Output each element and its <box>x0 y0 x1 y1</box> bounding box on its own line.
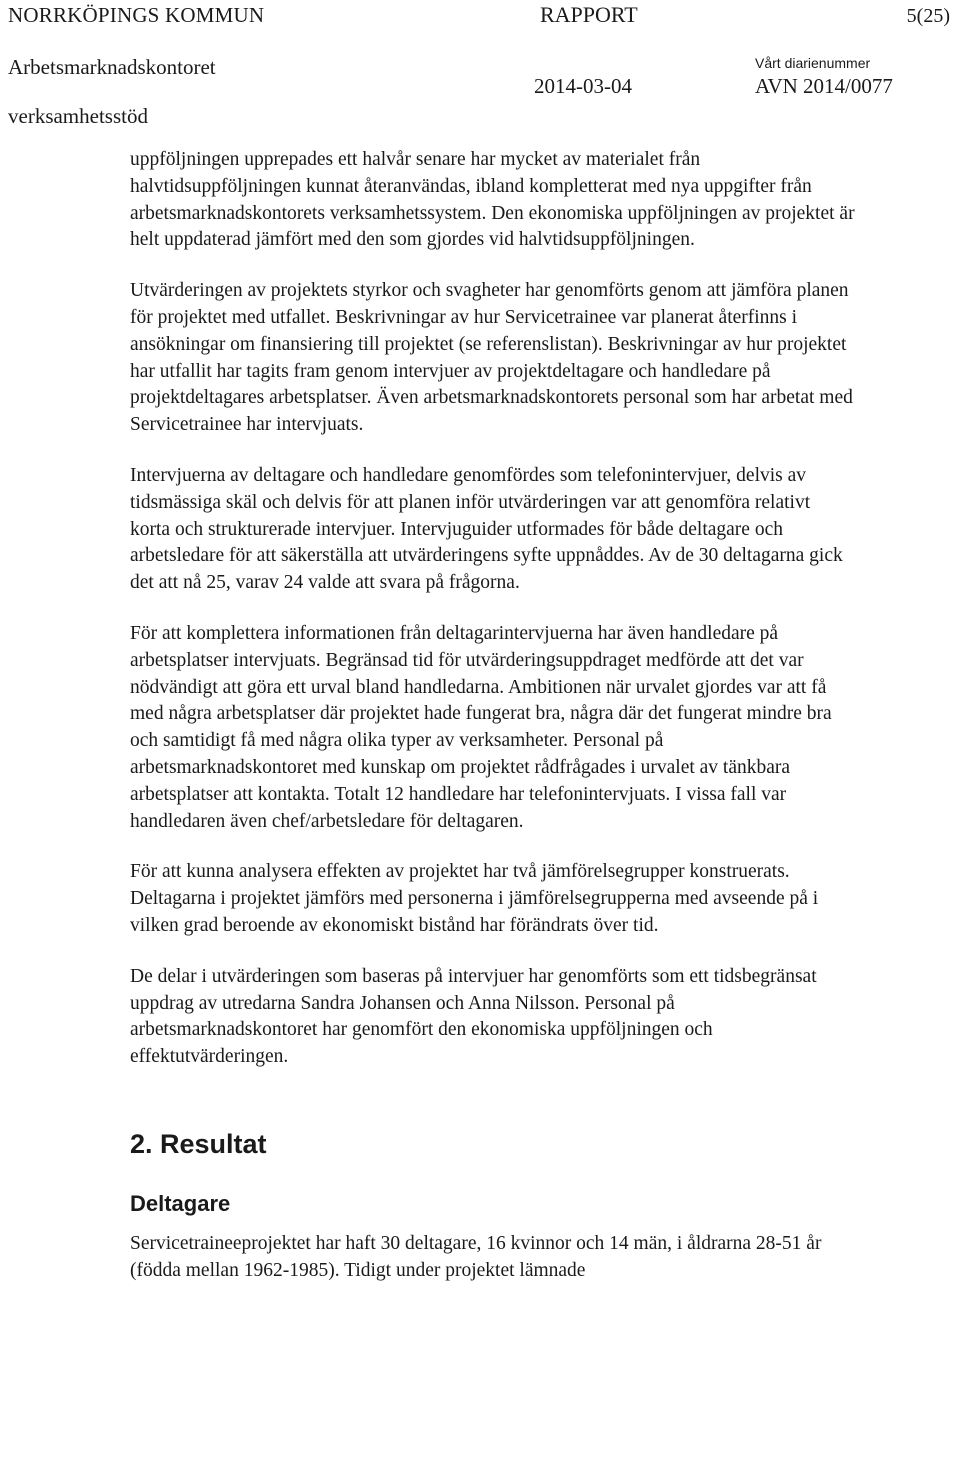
paragraph-3: Intervjuerna av deltagare och handledare genomfördes som telefonintervjuer, delvis av tidsmässiga skäl och delvis för att planen inför utvärderingen var att genomföra relativt korta och strukturerade intervjuer. Intervjuguider utformades för både deltagare och arbetsledare för att säkerställa att utvärderingens syfte uppnåddes. Av de 30 deltagarna gick det att nå 25, varav 24 valde att svara på frågorna. <box>130 464 843 594</box>
paragraph-4: För att komplettera informationen från deltagarintervjuerna har även handledare på arbetsplatser intervjuats. Begränsad tid för utvärderingsuppdraget medförde att det var nödvändigt att göra ett urval bland handledarna. Ambitionen när urvalet gjordes var att få med några arbetsplatser där projektet hade fungerat bra, några där det fungerat mindre bra och samtidigt få med några olika typer av verksamheter. Personal på arbetsmarknadskontoret med kunskap om projektet rådfrågades i urvalet av tänkbara arbetsplatser att kontakta. Totalt 12 handledare har telefonintervjuats. I vissa fall var handledaren även chef/arbetsledare för deltagaren. <box>130 622 832 832</box>
diarienummer: AVN 2014/0077 <box>755 74 893 98</box>
diarienummer-label: Vårt diarienummer <box>755 55 871 71</box>
organization-name: NORRKÖPINGS KOMMUN <box>8 3 265 27</box>
document-date: 2014-03-04 <box>534 74 632 98</box>
paragraph-6: De delar i utvärderingen som baseras på intervjuer har genomförts som ett tidsbegränsat uppdrag av utredarna Sandra Johansen och Anna Nilsson. Personal på arbetsmarknadskontoret har genomfört den ekonomiska uppföljningen och effektutvärderingen. <box>130 965 817 1068</box>
document-body <box>130 147 855 1285</box>
section-heading: 2. Resultat <box>130 1128 267 1159</box>
department-name: Arbetsmarknadskontoret <box>8 55 216 79</box>
subsection-heading: Deltagare <box>130 1190 231 1216</box>
page-number: 5(25) <box>906 5 950 27</box>
unit-name: verksamhetsstöd <box>8 104 148 128</box>
section-paragraph: Servicetraineeprojektet har haft 30 deltagare, 16 kvinnor och 14 män, i åldrarna 28-51 år (födda mellan 1962-1985). Tidigt under projektet lämnade <box>130 1232 822 1281</box>
paragraph-2: Utvärderingen av projektets styrkor och svagheter har genomförts genom att jämföra planen för projektet med utfallet. Beskrivningar av hur Servicetrainee var planerat återfinns i ansökningar om finansiering till projektet (se referenslistan). Beskrivningar av hur projektet har utfallit har tagits fram genom intervjuer av projektdeltagare och handledare på projektdeltagares arbetsplatser. Även arbetsmarknadskontorets personal som har arbetat med Servicetrainee har intervjuats. <box>130 280 853 436</box>
paragraph-5: För att kunna analysera effekten av projektet har två jämförelsegrupper konstruerats. Deltagarna i projektet jämförs med personerna i jämförelsegrupperna med avseende på i vilken grad beroende av ekonomiskt bistånd har förändrats över tid. <box>130 861 819 936</box>
document-type: RAPPORT <box>540 2 638 27</box>
paragraph-1: uppföljningen upprepades ett halvår senare har mycket av materialet från halvtidsuppföljningen kunnat återanvändas, ibland kompletterat med nya uppgifter från arbetsmarknadskontorets verksamhetssystem. Den ekonomiska uppföljningen av projektet är helt uppdaterad jämfört med den som gjordes vid halvtidsuppföljningen. <box>130 149 855 251</box>
